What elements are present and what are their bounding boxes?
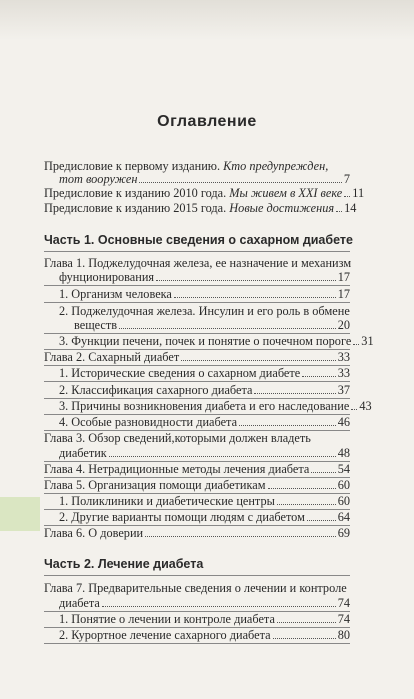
page-number: 31 — [361, 334, 374, 348]
page-number: 54 — [337, 462, 350, 476]
chapter-3-line1: Глава 3. Обзор сведений,которыми должен владеть — [44, 431, 311, 445]
page-number: 60 — [337, 494, 350, 508]
leader-dots — [311, 462, 335, 473]
leader-dots — [307, 510, 336, 521]
section-5-2 — [59, 510, 350, 525]
chapter-title: диабета — [59, 596, 100, 610]
leader-dots — [139, 172, 341, 183]
page-number: 7 — [343, 172, 350, 186]
leader-dots — [336, 201, 342, 212]
leader-dots — [145, 526, 336, 537]
leader-dots — [181, 350, 335, 361]
leader-dots — [273, 628, 336, 639]
page-number: 48 — [337, 446, 350, 460]
page-number: 74 — [337, 612, 350, 626]
chapter-5 — [44, 478, 350, 493]
part-2-heading: Часть 2. Лечение диабета — [44, 557, 204, 571]
leader-dots — [156, 270, 336, 281]
divider — [44, 251, 350, 252]
section-2-3 — [59, 399, 372, 414]
watermark-fragment — [0, 497, 40, 531]
section-title: 3. Функции печени, почек и понятие о почечном пороге — [59, 334, 352, 348]
leader-dots — [109, 446, 336, 457]
chapter-3 — [59, 446, 350, 461]
divider — [44, 381, 350, 382]
page-number: 80 — [337, 628, 350, 642]
preface-3-text: Предисловие к изданию 2015 года. — [44, 201, 230, 215]
section-title: веществ — [74, 318, 118, 332]
chapter-title: Глава 2. Сахарный диабет — [44, 350, 180, 364]
chapter-6 — [44, 526, 350, 541]
chapter-1-line1: Глава 1. Поджелудочная железа, ее назначение и механизм — [44, 256, 352, 270]
section-1-3 — [59, 334, 374, 349]
section-2-4 — [59, 415, 350, 430]
page-number: 37 — [337, 383, 350, 397]
leader-dots — [353, 334, 359, 345]
leader-dots — [254, 383, 335, 394]
preface-2-text: Предисловие к изданию 2010 года. — [44, 186, 230, 200]
preface-1-line2 — [59, 172, 350, 187]
chapter-title: Глава 4. Нетрадиционные методы лечения диабета — [44, 462, 310, 476]
section-title: 2. Другие варианты помощи людям с диабетом — [59, 510, 305, 524]
divider — [44, 302, 350, 303]
leader-dots — [102, 596, 336, 607]
page-number: 33 — [337, 350, 350, 364]
preface-1-italic: Кто предупрежден, — [223, 159, 329, 173]
page-top-edge — [0, 0, 414, 40]
chapter-1 — [59, 270, 350, 285]
preface-1-text2: тот вооружен — [59, 172, 138, 186]
divider — [44, 575, 350, 576]
page-number: 43 — [359, 399, 372, 413]
section-title: 1. Исторические сведения о сахарном диабете — [59, 366, 301, 380]
section-2-2 — [59, 383, 350, 398]
section-title: 2. Курортное лечение сахарного диабета — [59, 628, 271, 642]
leader-dots — [277, 612, 336, 623]
chapter-7-line1: Глава 7. Предварительные сведения о лечении и контроле — [44, 581, 347, 595]
leader-dots — [344, 186, 350, 197]
chapter-7 — [59, 596, 350, 611]
chapter-title: Глава 6. О доверии — [44, 526, 144, 540]
part-1-heading: Часть 1. Основные сведения о сахарном диабете — [44, 233, 353, 247]
leader-dots — [268, 478, 336, 489]
divider — [44, 643, 350, 644]
preface-1-text: Предисловие к первому изданию. — [44, 159, 224, 173]
preface-3 — [44, 201, 357, 216]
page-number: 60 — [337, 478, 350, 492]
section-title: 3. Причины возникновения диабета и его наследование — [59, 399, 350, 413]
section-5-1 — [59, 494, 350, 509]
leader-dots — [277, 494, 336, 505]
chapter-1-line2: фунционирования — [59, 270, 155, 284]
section-title: 1. Организм человека — [59, 287, 172, 301]
preface-3-italic: Новые достижения — [229, 201, 335, 215]
section-1-1 — [59, 287, 350, 302]
section-2-1 — [59, 366, 350, 381]
page-number: 11 — [352, 186, 365, 200]
leader-dots — [119, 318, 336, 329]
preface-2 — [44, 186, 365, 201]
page-number: 17 — [337, 287, 350, 301]
section-1-2 — [74, 318, 350, 333]
page-number: 69 — [337, 526, 350, 540]
page-number: 74 — [337, 596, 350, 610]
page-number: 14 — [344, 201, 357, 215]
section-7-2 — [59, 628, 350, 643]
page-number: 20 — [337, 318, 350, 332]
section-1-2-line1: 2. Поджелудочная железа. Инсулин и его роль в обмене — [59, 304, 350, 318]
chapter-4 — [44, 462, 350, 477]
leader-dots — [239, 415, 336, 426]
chapter-title: диабетик — [59, 446, 107, 460]
divider — [44, 285, 350, 286]
page-number: 46 — [337, 415, 350, 429]
preface-2-italic: Мы живем в XXI веке — [229, 186, 343, 200]
leader-dots — [174, 287, 336, 298]
section-title: 1. Понятие о лечении и контроле диабета — [59, 612, 275, 626]
page-title: Оглавление — [157, 113, 257, 130]
page-number: 17 — [337, 270, 350, 284]
section-title: 2. Классификация сахарного диабета — [59, 383, 253, 397]
page-number: 64 — [337, 510, 350, 524]
chapter-2 — [44, 350, 350, 365]
section-7-1 — [59, 612, 350, 627]
chapter-title: Глава 5. Организация помощи диабетикам — [44, 478, 266, 492]
leader-dots — [351, 399, 357, 410]
page-number: 33 — [337, 366, 350, 380]
section-title: 1. Поликлиники и диабетические центры — [59, 494, 275, 508]
section-title: 4. Особые разновидности диабета — [59, 415, 238, 429]
leader-dots — [302, 366, 335, 377]
